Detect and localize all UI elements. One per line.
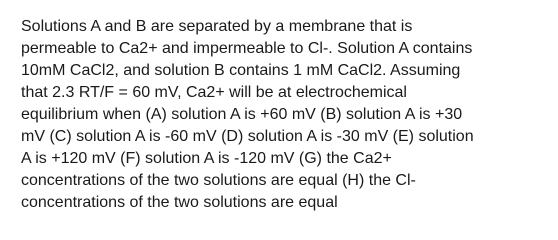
question-line: 10mM CaCl2, and solution B contains 1 mM CaCl2. Assuming	[21, 62, 461, 79]
question-line: equilibrium when (A) solution A is +60 mV (B) solution A is +30	[21, 106, 463, 123]
question-line: concentrations of the two solutions are equal (H) the Cl-	[21, 172, 416, 189]
question-line: permeable to Ca2+ and impermeable to Cl-. Solution A contains	[21, 40, 473, 57]
question-line: that 2.3 RT/F = 60 mV, Ca2+ will be at electrochemical	[21, 84, 407, 101]
question-line: mV (C) solution A is -60 mV (D) solution A is -30 mV (E) solution	[21, 128, 474, 145]
question-text	[21, 16, 541, 214]
question-line: A is +120 mV (F) solution A is -120 mV (G) the Ca2+	[21, 150, 392, 167]
question-line: concentrations of the two solutions are equal	[21, 194, 338, 211]
question-line: Solutions A and B are separated by a membrane that is	[21, 18, 413, 35]
